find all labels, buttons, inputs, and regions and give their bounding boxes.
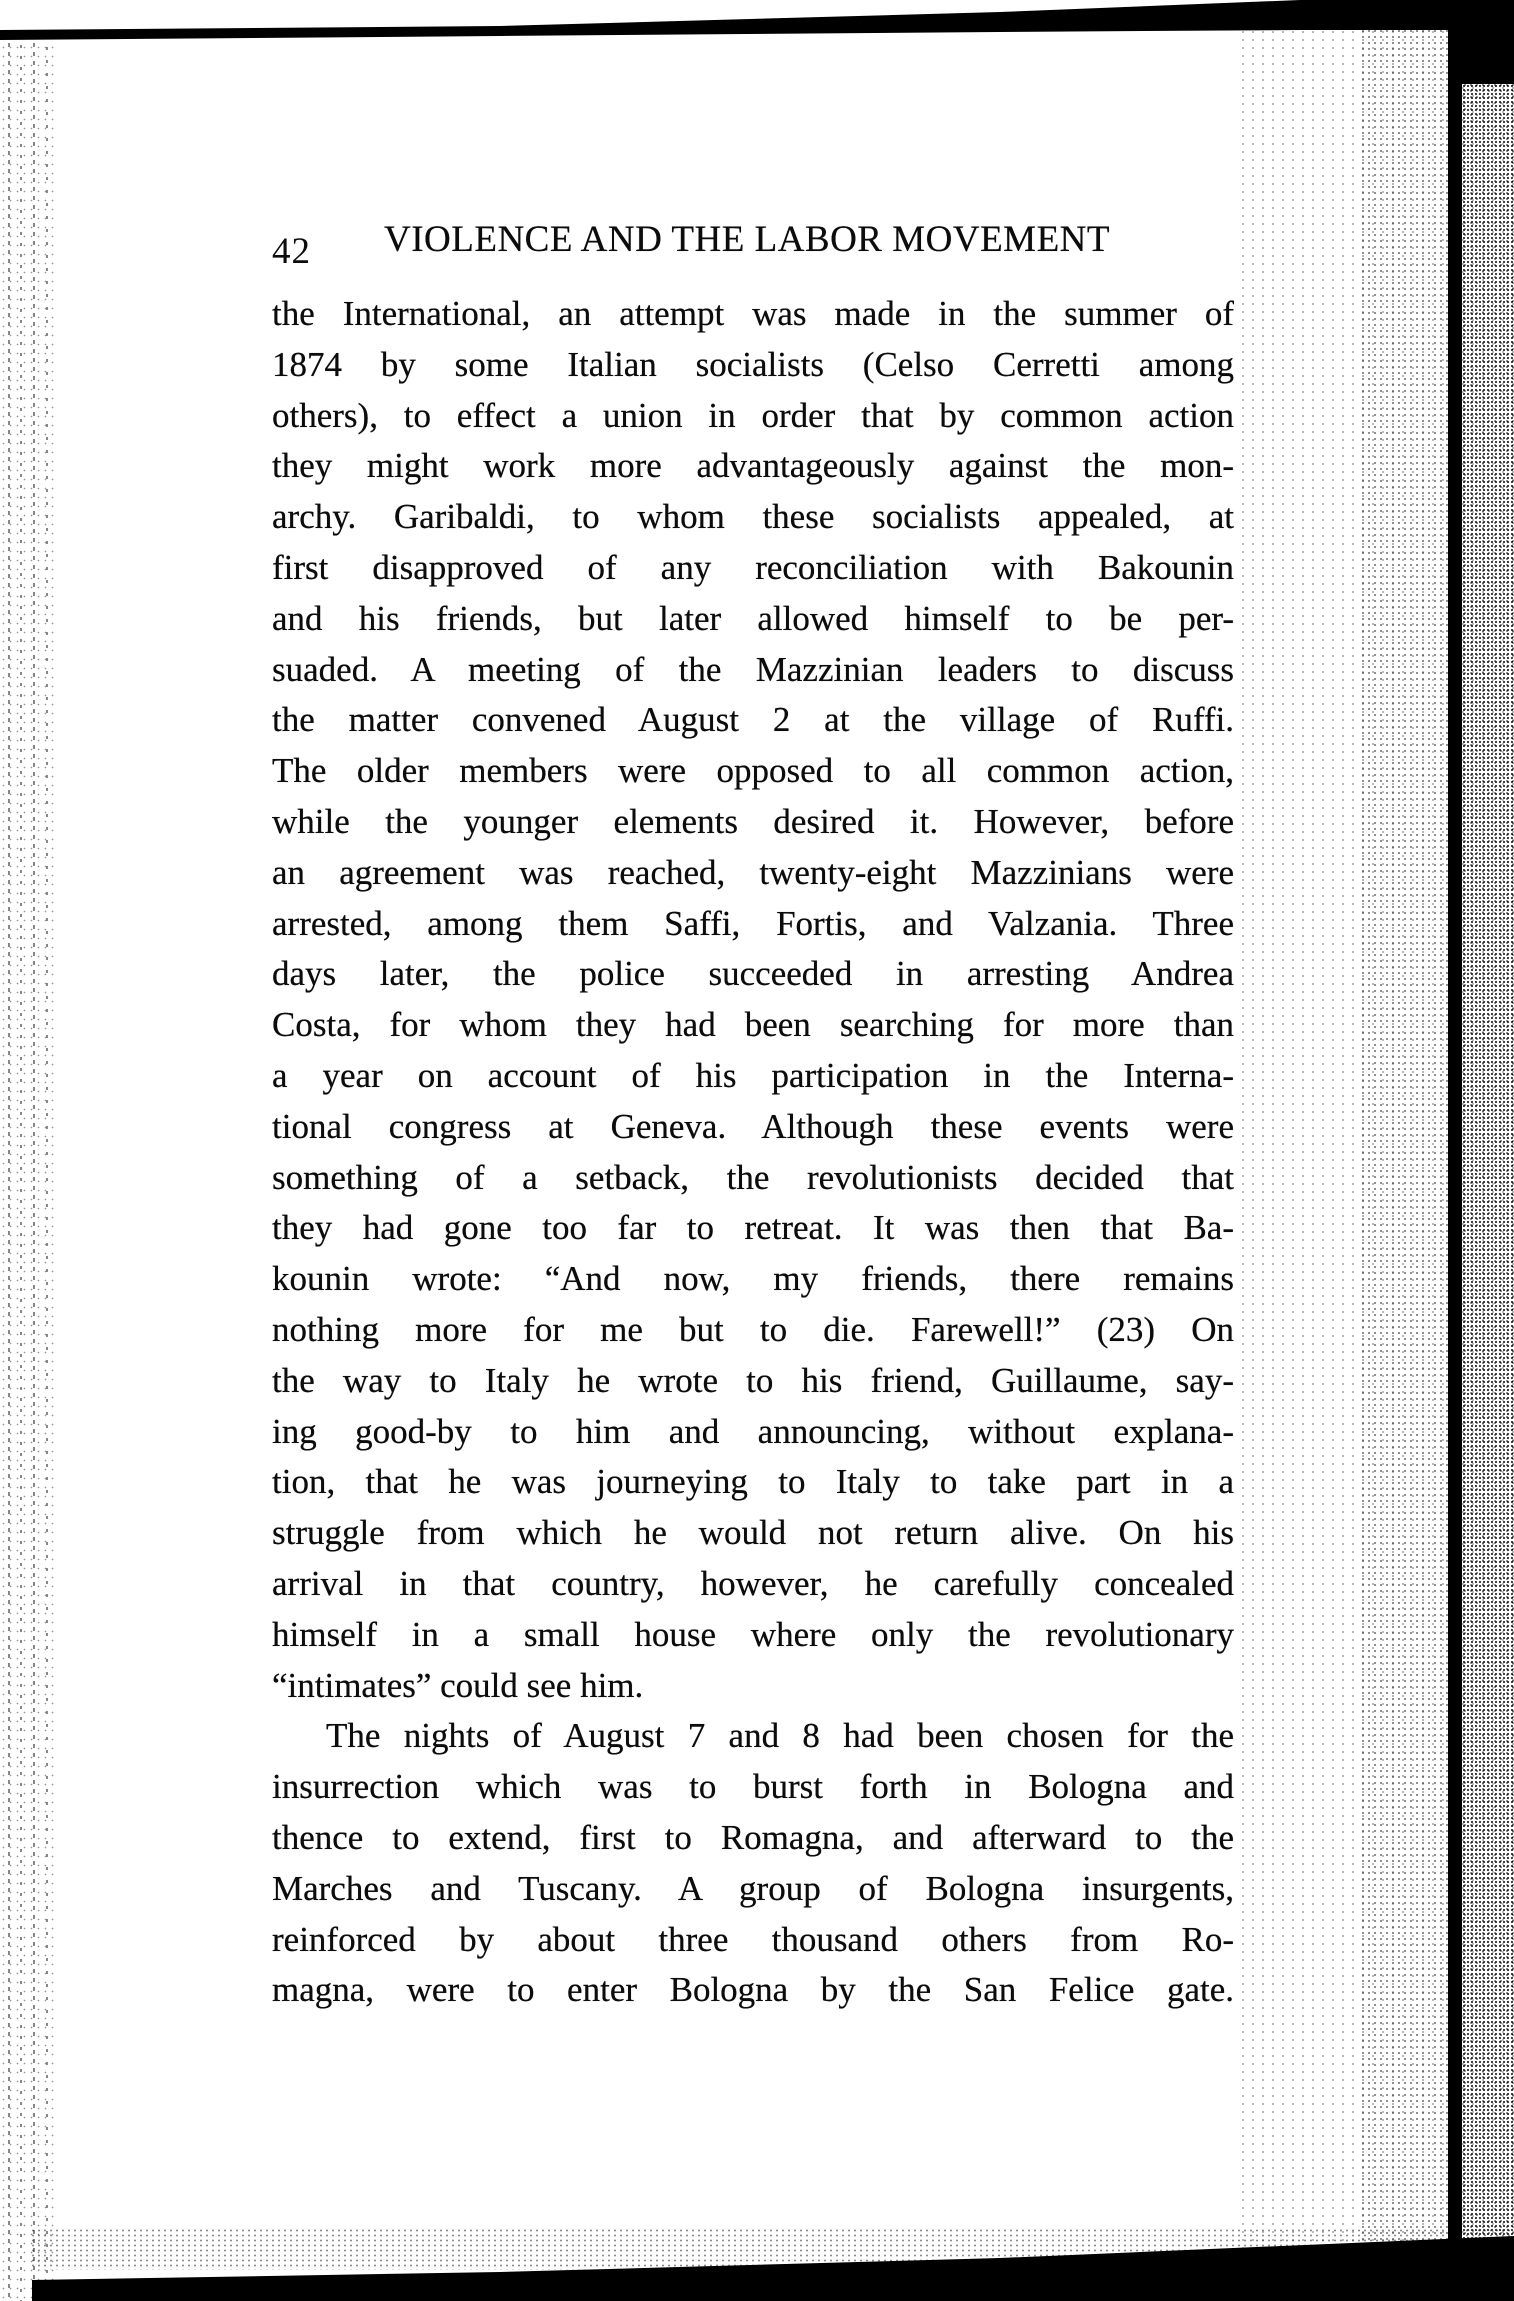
text-line: tional congress at Geneva. Although these events were [272, 1106, 1234, 1146]
text-line: they had gone too far to retreat. It was then that Ba- [272, 1208, 1234, 1248]
text-line: Costa, for whom they had been searching for more than [272, 1005, 1234, 1045]
text-line: a year on account of his participation in the Interna- [272, 1055, 1234, 1095]
scan-page-edge-line [33, 34, 35, 2301]
text-line: tion, that he was journeying to Italy to take part in a [272, 1462, 1234, 1502]
text-line: reinforced by about three thousand others from Ro- [272, 1919, 1234, 1959]
text-line: struggle from which he would not return alive. On his [272, 1513, 1234, 1553]
page-number: 42 [272, 231, 311, 272]
text-line-paragraph-start: The nights of August 7 and 8 had been chosen for the [326, 1716, 1234, 1756]
text-line: magna, were to enter Bologna by the San Felice gate. [272, 1970, 1234, 2010]
text-line: something of a setback, the revolutionists decided that [272, 1157, 1234, 1197]
text-line: himself in a small house where only the revolutionary [272, 1614, 1234, 1654]
text-line: thence to extend, first to Romagna, and afterward to the [272, 1817, 1234, 1857]
text-line: an agreement was reached, twenty-eight Mazzinians were [272, 852, 1234, 892]
text-line: archy. Garibaldi, to whom these socialists appealed, at [272, 497, 1234, 537]
text-line: nothing more for me but to die. Farewell!” (23) On [272, 1309, 1234, 1349]
text-line: Marches and Tuscany. A group of Bologna insurgents, [272, 1868, 1234, 1908]
scan-right-edge-speckle [1462, 0, 1514, 2301]
text-line: suaded. A meeting of the Mazzinian leaders to discuss [272, 649, 1234, 689]
text-line: and his friends, but later allowed himself to be per- [272, 598, 1234, 638]
text-line: kounin wrote: “And now, my friends, there remains [272, 1259, 1234, 1299]
text-line: arrival in that country, however, he carefully concealed [272, 1563, 1234, 1603]
text-line: arrested, among them Saffi, Fortis, and Valzania. Three [272, 903, 1234, 943]
body-text [272, 289, 1234, 2016]
text-line: the International, an attempt was made in the summer of [272, 294, 1234, 333]
scan-page-edge-line [46, 34, 48, 2301]
text-line: The older members were opposed to all common action, [272, 751, 1234, 791]
text-line: the way to Italy he wrote to his friend, Guillaume, say- [272, 1360, 1234, 1400]
text-line: others), to effect a union in order that by common action [272, 395, 1234, 435]
text-line: days later, the police succeeded in arresting Andrea [272, 954, 1234, 994]
text-line: “intimates” could see him. [272, 1665, 644, 1705]
text-line: ing good-by to him and announcing, without explana- [272, 1411, 1234, 1451]
scan-bottom-speckle [30, 2228, 1514, 2270]
text-line: 1874 by some Italian socialists (Celso Cerretti among [272, 344, 1234, 384]
text-line: first disapproved of any reconciliation with Bakounin [272, 547, 1234, 587]
scan-left-page-edges [0, 34, 58, 2301]
running-title: VIOLENCE AND THE LABOR MOVEMENT [384, 219, 1110, 260]
page-header [272, 218, 1234, 272]
scan-page-edge-line [20, 34, 22, 2301]
text-line: while the younger elements desired it. However, before [272, 801, 1234, 841]
text-line: the matter convened August 2 at the village of Ruffi. [272, 700, 1234, 740]
text-line: they might work more advantageously against the mon- [272, 446, 1234, 486]
text-line: insurrection which was to burst forth in Bologna and [272, 1767, 1234, 1807]
scan-page-edge-line [8, 34, 10, 2301]
